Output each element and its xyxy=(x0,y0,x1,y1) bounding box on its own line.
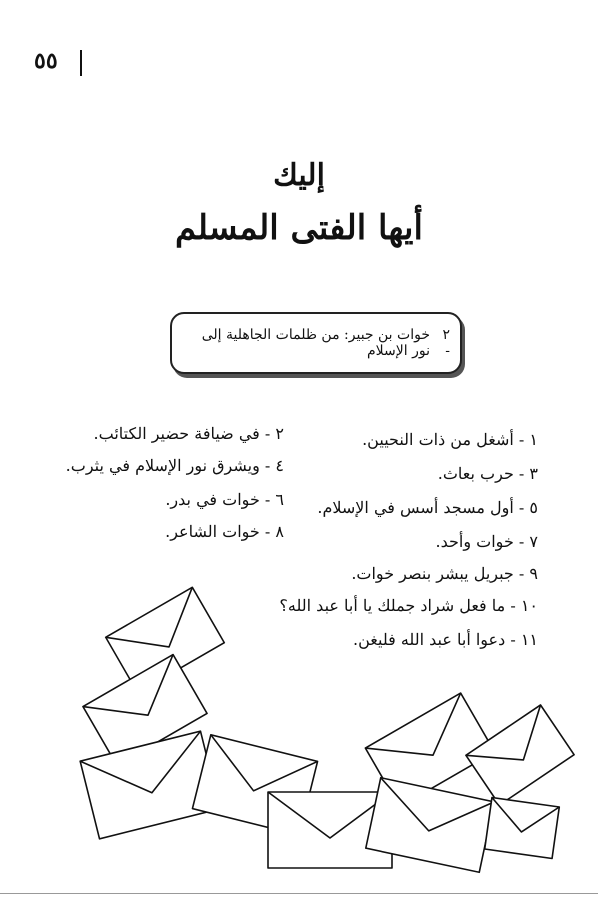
chapter-title-box xyxy=(170,312,462,374)
page-bottom-edge xyxy=(0,893,598,894)
contents-item-11: ١١ - دعوا أبا عبد الله فليغن. xyxy=(353,630,538,649)
contents-item-9: ٩ - جبريل يبشر بنصر خوات. xyxy=(351,564,538,583)
heading-line-2: أيها الفتى المسلم xyxy=(175,208,423,248)
contents-item-5: ٥ - أول مسجد أسس في الإسلام. xyxy=(317,498,538,517)
contents-item-8: ٨ - خوات الشاعر. xyxy=(165,522,284,541)
page-number: ٥٥ xyxy=(34,48,58,74)
envelopes-illustration xyxy=(0,580,598,890)
contents-item-7: ٧ - خوات وأحد. xyxy=(435,532,538,551)
contents-item-1: ١ - أشغل من ذات النحيين. xyxy=(362,430,538,449)
chapter-number: ٢ - xyxy=(442,327,450,359)
envelope-icon xyxy=(485,798,560,859)
contents-item-10: ١٠ - ما فعل شراد جملك يا أبا عبد الله؟ xyxy=(279,596,538,615)
contents-item-3: ٣ - حرب بعاث. xyxy=(437,464,538,483)
heading-line-1: إليك xyxy=(273,158,325,193)
contents-item-2: ٢ - في ضيافة حضير الكتائب. xyxy=(93,424,284,443)
contents-item-4: ٤ - ويشرق نور الإسلام في يثرب. xyxy=(65,456,284,475)
page-number-divider xyxy=(80,50,82,76)
envelope-icon xyxy=(466,705,574,805)
contents-item-6: ٦ - خوات في بدر. xyxy=(165,490,284,509)
chapter-title: خوات بن جبير: من ظلمات الجاهلية إلى نور الإسلام xyxy=(201,327,430,359)
